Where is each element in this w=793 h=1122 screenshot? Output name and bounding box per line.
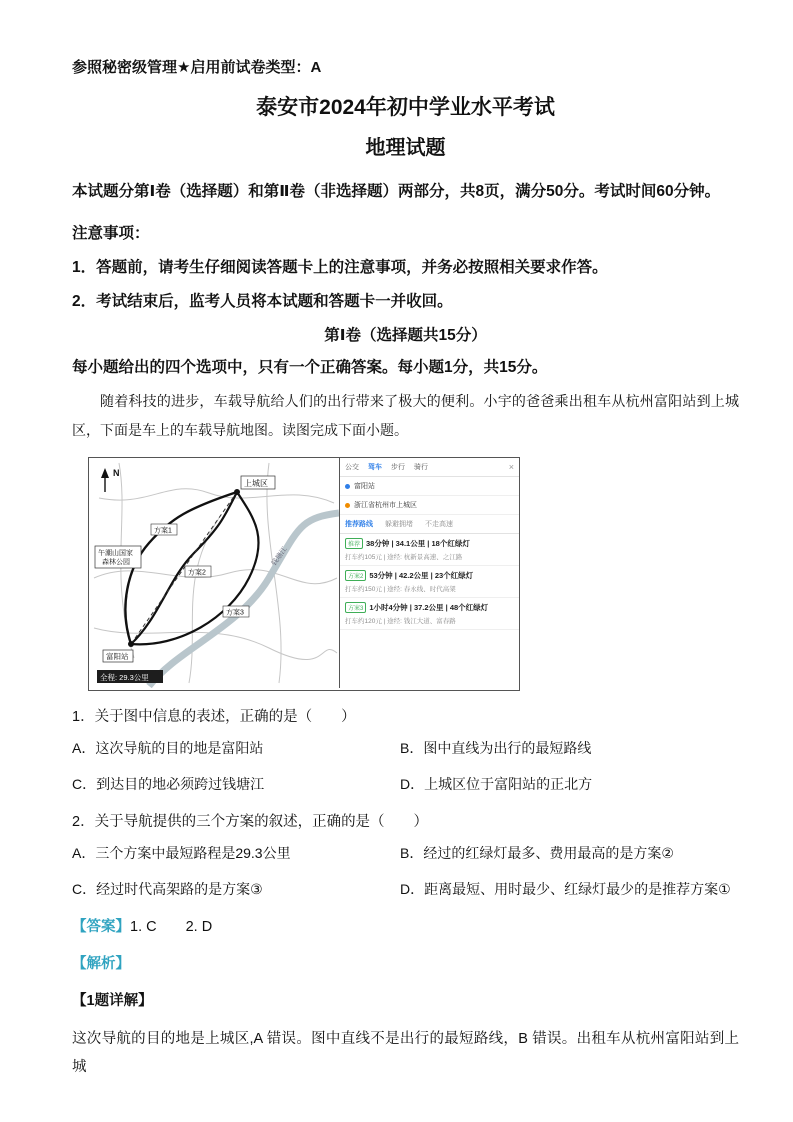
origin-label: 富阳站 [354,483,375,491]
plan-1-metrics: 38分钟 | 34.1公里 | 18个红绿灯 [366,539,470,549]
q1-option-d: D．上城区位于富阳站的正北方 [400,776,593,793]
origin-dot-icon [345,484,350,489]
svg-text:森林公园: 森林公园 [102,559,130,567]
svg-text:方案1: 方案1 [154,527,172,535]
distance-scale-label [97,670,163,683]
svg-text:午潮山国家: 午潮山国家 [98,550,133,558]
map-svg [89,458,339,688]
fuyang-station-label [103,650,133,662]
answer-label: 【答案】 [72,919,130,936]
q2-option-a: A．三个方案中最短路程是29.3公里 [72,845,291,862]
analysis-label: 【解析】 [72,956,130,973]
question-2-options-row-2 [72,879,739,899]
q2-option-d: D．距离最短、用时最少、红绿灯最少的是推荐方案① [400,881,731,898]
notice-item-1: 1．答题前，请考生仔细阅读答题卡上的注意事项，并务必按照相关要求作答。 [72,258,608,276]
plan-2-badge: 方案2 [345,570,366,581]
answer-text: 1. C 2. D [130,919,213,936]
plan-1-badge: 推荐 [345,538,363,549]
page-subtitle: 地理试题 [365,137,446,159]
route-filter-tabs [340,515,519,534]
q2-option-b: B．经过的红绿灯最多、费用最高的是方案② [400,845,674,862]
section-title: 第Ⅰ卷（选择题共15分） [324,326,487,344]
notice-item-2: 2．考试结束后，监考人员将本试题和答题卡一并收回。 [72,292,453,310]
origin-row [340,477,519,496]
svg-text:方案2: 方案2 [188,569,206,577]
question-1-options-row-1 [72,738,739,758]
question-1-explanation: 这次导航的目的地是上城区,A 错误。图中直线不是出行的最短路线，B 错误。出租车从杭州富阳站到上城 [72,1031,739,1075]
question-2-options-row-1 [72,843,739,863]
answer-line [72,915,739,936]
qiantang-river-path [149,513,339,686]
north-arrow-icon [101,468,120,492]
plan2-tag [185,566,211,577]
qiantang-river-label: 钱塘江 [270,546,289,568]
mode-walk: 步行 [391,464,405,472]
navigation-map-figure [88,457,520,691]
map-area [89,458,340,688]
mode-ride: 骑行 [414,464,428,472]
plan-item-3 [340,598,519,630]
navigation-panel [340,458,519,690]
forest-park-label [95,546,141,568]
plan-3-metrics: 1小时4分钟 | 37.2公里 | 48个红绿灯 [369,603,489,613]
mode-bus: 公交 [345,464,359,472]
tab-avoid-jam: 躲避拥堵 [385,521,413,529]
destination-row [340,496,519,515]
question-1-analysis-label: 【1题详解】 [72,993,153,1010]
transport-mode-row [340,458,519,477]
plan-1-detail: 打车约105元 | 途经: 杭新景高速、之江路 [345,554,463,562]
q1-option-a: A．这次导航的目的地是富阳站 [72,740,264,757]
q2-option-c: C．经过时代高架路的是方案③ [72,881,263,898]
question-1-stem: 1．关于图中信息的表述，正确的是（ ） [72,709,356,726]
plan3-tag [223,606,249,617]
analysis-line [72,952,739,973]
svg-text:上城区: 上城区 [244,479,268,489]
mode-drive: 驾车 [368,464,382,472]
plan-2-metrics: 53分钟 | 42.2公里 | 23个红绿灯 [369,571,474,581]
classification-line: 参照秘密级管理★启用前试卷类型：A [72,59,322,76]
destination-label: 浙江省杭州市上城区 [354,502,417,510]
question-passage: 随着科技的进步，车载导航给人们的出行带来了极大的便利。小宇的爸爸乘出租车从杭州富阳站到上城区，下面是车上的车载导航地图。读图完成下面小题。 [72,392,739,439]
north-label: N [113,468,120,479]
page-title: 泰安市2024年初中学业水平考试 [256,96,555,119]
plan-3-badge: 方案3 [345,602,366,613]
plan-3-detail: 打车约120元 | 途经: 钱江大道、富春路 [345,618,456,626]
q1-option-c: C．到达目的地必须跨过钱塘江 [72,776,265,793]
svg-text:富阳站: 富阳站 [106,652,129,662]
destination-dot-icon [345,503,350,508]
notice-title: 注意事项： [72,224,150,242]
close-icon: × [508,461,514,472]
svg-text:全程: 29.3公里: 全程: 29.3公里 [100,673,149,683]
question-2-stem: 2．关于导航提供的三个方案的叙述，正确的是（ ） [72,814,429,831]
exam-intro: 本试题分第Ⅰ卷（选择题）和第Ⅱ卷（非选择题）两部分，共8页，满分50分。考试时间60分钟。 [72,183,721,200]
end-marker [234,489,240,495]
plan1-tag [151,524,177,535]
q1-option-b: B．图中直线为出行的最短路线 [400,740,592,757]
section-desc: 每小题给出的四个选项中，只有一个正确答案。每小题1分，共15分。 [72,358,548,376]
tab-recommended: 推荐路线 [345,521,373,529]
plan-item-1 [340,534,519,566]
svg-text:方案3: 方案3 [226,609,244,617]
question-1-options-row-2 [72,774,739,794]
tab-no-highway: 不走高速 [425,521,453,529]
plan-item-2 [340,566,519,598]
plan-2-detail: 打车约150元 | 途经: 春永线、时代高架 [345,586,456,594]
shangchengqu-label [241,476,275,489]
start-marker [128,641,134,647]
